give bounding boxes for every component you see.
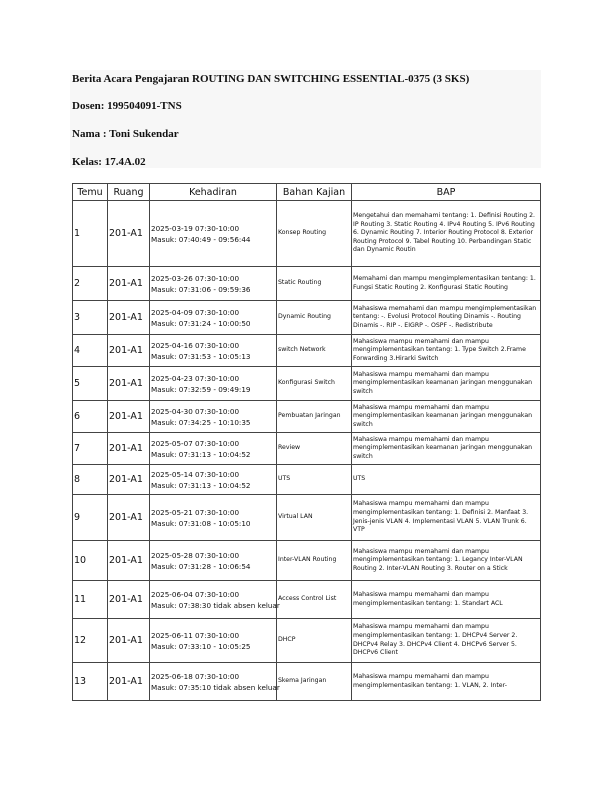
cell-temu: 6	[73, 401, 108, 433]
kehadiran-schedule: 2025-05-28 07:30-10:00	[151, 550, 240, 560]
table-row	[73, 433, 541, 465]
kehadiran-attendance: Masuk: 07:40:49 - 09:56:44	[151, 234, 251, 244]
cell-temu: 9	[73, 495, 108, 541]
cell-bap: Mahasiswa mampu memahami dan mampu mengimplementasikan keamanan jaringan menggunakan switch	[352, 433, 541, 465]
cell-temu: 8	[73, 465, 108, 495]
kehadiran-attendance: Masuk: 07:35:10 tidak absen keluar	[151, 682, 280, 692]
cell-temu: 12	[73, 619, 108, 663]
header-block	[70, 70, 541, 168]
cell-kehadiran	[150, 495, 277, 541]
kehadiran-schedule: 2025-04-09 07:30-10:00	[151, 307, 240, 317]
kehadiran-attendance: Masuk: 07:31:24 - 10:00:50	[151, 318, 251, 328]
cell-kehadiran	[150, 301, 277, 335]
kehadiran-schedule: 2025-04-30 07:30-10:00	[151, 406, 240, 416]
table-row	[73, 267, 541, 301]
cell-bahan-kajian: Konsep Routing	[277, 201, 352, 267]
cell-bahan-kajian: Access Control List	[277, 581, 352, 619]
cell-kehadiran	[150, 465, 277, 495]
kehadiran-schedule: 2025-04-23 07:30-10:00	[151, 373, 240, 383]
header-kehadiran: Kehadiran	[150, 184, 277, 201]
cell-ruang: 201-A1	[108, 581, 150, 619]
cell-temu: 13	[73, 663, 108, 701]
table-row	[73, 367, 541, 401]
cell-bap: Mahasiswa mampu memahami dan mampu mengimplementasikan tentang: 1. Definisi 2. Manfaat 3. Jenis-jenis VLAN 4. Implementasi VLAN 5. VLAN Trunk 6. VTP	[352, 495, 541, 541]
table-row	[73, 541, 541, 581]
cell-temu: 10	[73, 541, 108, 581]
kehadiran-schedule: 2025-06-18 07:30-10:00	[151, 671, 240, 681]
cell-bahan-kajian: Virtual LAN	[277, 495, 352, 541]
kehadiran-attendance: Masuk: 07:31:13 - 10:04:52	[151, 480, 251, 490]
cell-kehadiran	[150, 267, 277, 301]
cell-ruang: 201-A1	[108, 541, 150, 581]
cell-bahan-kajian: Dynamic Routing	[277, 301, 352, 335]
cell-kehadiran	[150, 541, 277, 581]
table-row	[73, 201, 541, 267]
cell-kehadiran	[150, 663, 280, 701]
table-row	[73, 663, 541, 701]
header-temu: Temu	[73, 184, 108, 201]
cell-kehadiran	[150, 619, 277, 663]
kehadiran-schedule: 2025-06-11 07:30-10:00	[151, 630, 240, 640]
cell-ruang: 201-A1	[108, 267, 150, 301]
kehadiran-attendance: Masuk: 07:31:08 - 10:05:10	[151, 518, 251, 528]
table-row	[73, 335, 541, 367]
cell-bap: Mahasiswa mampu memahami dan mampu mengimplementasikan tentang: 1. DHCPv4 Server 2. DHCPv4 Relay 3. DHCPv4 Client 4. DHCPv6 Server 5. DHCPv6 Client	[352, 619, 541, 663]
cell-bap: Mahasiswa mampu memahami dan mampu mengimplementasikan tentang: 1. Type Switch 2.Frame Forwarding 3.Hirarki Switch	[352, 335, 541, 367]
cell-kehadiran	[150, 367, 277, 401]
table-row	[73, 581, 541, 619]
dosen-label: Dosen: 199504091-TNS	[72, 100, 182, 112]
cell-bahan-kajian: Konfigurasi Switch	[277, 367, 352, 401]
cell-bap: Mahasiswa mampu memahami dan mampu mengimplementasikan keamanan jaringan menggunakan switch	[352, 401, 541, 433]
cell-bahan-kajian: Inter-VLAN Routing	[277, 541, 352, 581]
kehadiran-attendance: Masuk: 07:33:10 - 10:05:25	[151, 641, 251, 651]
cell-temu: 1	[73, 201, 108, 267]
cell-ruang: 201-A1	[108, 301, 150, 335]
cell-bahan-kajian: switch Network	[277, 335, 352, 367]
cell-bap: Mahasiswa mampu memahami dan mampu mengimplementasikan tentang: 1. Standart ACL	[352, 581, 541, 619]
cell-bahan-kajian: UTS	[277, 465, 352, 495]
cell-bahan-kajian: Skema Jaringan	[277, 663, 352, 701]
cell-bap: Memahami dan mampu mengimplementasikan tentang: 1. Fungsi Static Routing 2. Konfigurasi Static Routing	[352, 267, 541, 301]
kehadiran-attendance: Masuk: 07:38:30 tidak absen keluar	[151, 600, 280, 610]
cell-bap: Mahasiswa mampu memahami dan mampu mengimplementasikan tentang: 1. Legancy Inter-VLAN Routing 2. Inter-VLAN Routing 3. Router on a Stick	[352, 541, 541, 581]
cell-bap: UTS	[352, 465, 541, 495]
cell-bap: Mahasiswa memahami dan mampu mengimplementasikan tentang: -. Evolusi Protocol Routing Dinamis -. Routing Dinamis -. RIP -. EIGRP -. OSPF -. Redistribute	[352, 301, 541, 335]
kehadiran-attendance: Masuk: 07:32:59 - 09:49:19	[151, 384, 251, 394]
cell-bahan-kajian: Pembuatan Jaringan	[277, 401, 352, 433]
header-ruang: Ruang	[108, 184, 150, 201]
kehadiran-attendance: Masuk: 07:31:28 - 10:06:54	[151, 561, 251, 571]
cell-temu: 11	[73, 581, 108, 619]
cell-temu: 5	[73, 367, 108, 401]
header-bap: BAP	[352, 184, 541, 201]
cell-ruang: 201-A1	[108, 663, 150, 701]
kehadiran-schedule: 2025-05-14 07:30-10:00	[151, 469, 240, 479]
cell-ruang: 201-A1	[108, 495, 150, 541]
nama-label: Nama : Toni Sukendar	[72, 128, 179, 140]
kehadiran-schedule: 2025-03-19 07:30-10:00	[151, 223, 240, 233]
kehadiran-schedule: 2025-03-26 07:30-10:00	[151, 273, 240, 283]
cell-temu: 4	[73, 335, 108, 367]
kehadiran-schedule: 2025-05-21 07:30-10:00	[151, 507, 240, 517]
cell-kehadiran	[150, 335, 277, 367]
kehadiran-schedule: 2025-04-16 07:30-10:00	[151, 340, 240, 350]
cell-temu: 7	[73, 433, 108, 465]
kehadiran-attendance: Masuk: 07:34:25 - 10:10:35	[151, 417, 251, 427]
kehadiran-schedule: 2025-06-04 07:30-10:00	[151, 589, 240, 599]
cell-bap: Mengetahui dan memahami tentang: 1. Definisi Routing 2. IP Routing 3. Static Routing 4. IPv4 Routing 5. IPv6 Routing 6. Dynamic Routing 7. Interior Routing Protocol 8. Exterior Routing Protocol 9. Tabel Routing 10. Perbandingan Static dan Dynamic Routin	[352, 201, 541, 267]
cell-kehadiran	[150, 433, 277, 465]
cell-temu: 2	[73, 267, 108, 301]
cell-ruang: 201-A1	[108, 201, 150, 267]
cell-ruang: 201-A1	[108, 465, 150, 495]
page-title: Berita Acara Pengajaran ROUTING DAN SWITCHING ESSENTIAL-0375 (3 SKS)	[72, 73, 470, 85]
kelas-label: Kelas: 17.4A.02	[72, 156, 146, 168]
cell-bahan-kajian: Static Routing	[277, 267, 352, 301]
cell-bahan-kajian: DHCP	[277, 619, 352, 663]
header-bahan-kajian: Bahan Kajian	[277, 184, 352, 201]
cell-kehadiran	[150, 401, 277, 433]
cell-temu: 3	[73, 301, 108, 335]
cell-ruang: 201-A1	[108, 335, 150, 367]
table-row	[73, 301, 541, 335]
cell-bahan-kajian: Review	[277, 433, 352, 465]
table-row	[73, 619, 541, 663]
kehadiran-attendance: Masuk: 07:31:06 - 09:59:36	[151, 284, 251, 294]
cell-kehadiran	[150, 581, 280, 619]
cell-kehadiran	[150, 201, 277, 267]
cell-ruang: 201-A1	[108, 433, 150, 465]
table-row	[73, 401, 541, 433]
table-row	[73, 465, 541, 495]
kehadiran-attendance: Masuk: 07:31:13 - 10:04:52	[151, 449, 251, 459]
cell-ruang: 201-A1	[108, 367, 150, 401]
kehadiran-attendance: Masuk: 07:31:53 - 10:05:13	[151, 351, 251, 361]
cell-ruang: 201-A1	[108, 401, 150, 433]
table-header-row	[73, 184, 541, 201]
table-row	[73, 495, 541, 541]
cell-bap: Mahasiswa mampu memahami dan mampu mengimplementasikan keamanan jaringan menggunakan switch	[352, 367, 541, 401]
bap-table	[72, 183, 541, 701]
cell-bap: Mahasiswa mampu memahami dan mampu mengimplementasikan tentang: 1. VLAN, 2. Inter-	[352, 663, 541, 701]
cell-ruang: 201-A1	[108, 619, 150, 663]
kehadiran-schedule: 2025-05-07 07:30-10:00	[151, 438, 240, 448]
